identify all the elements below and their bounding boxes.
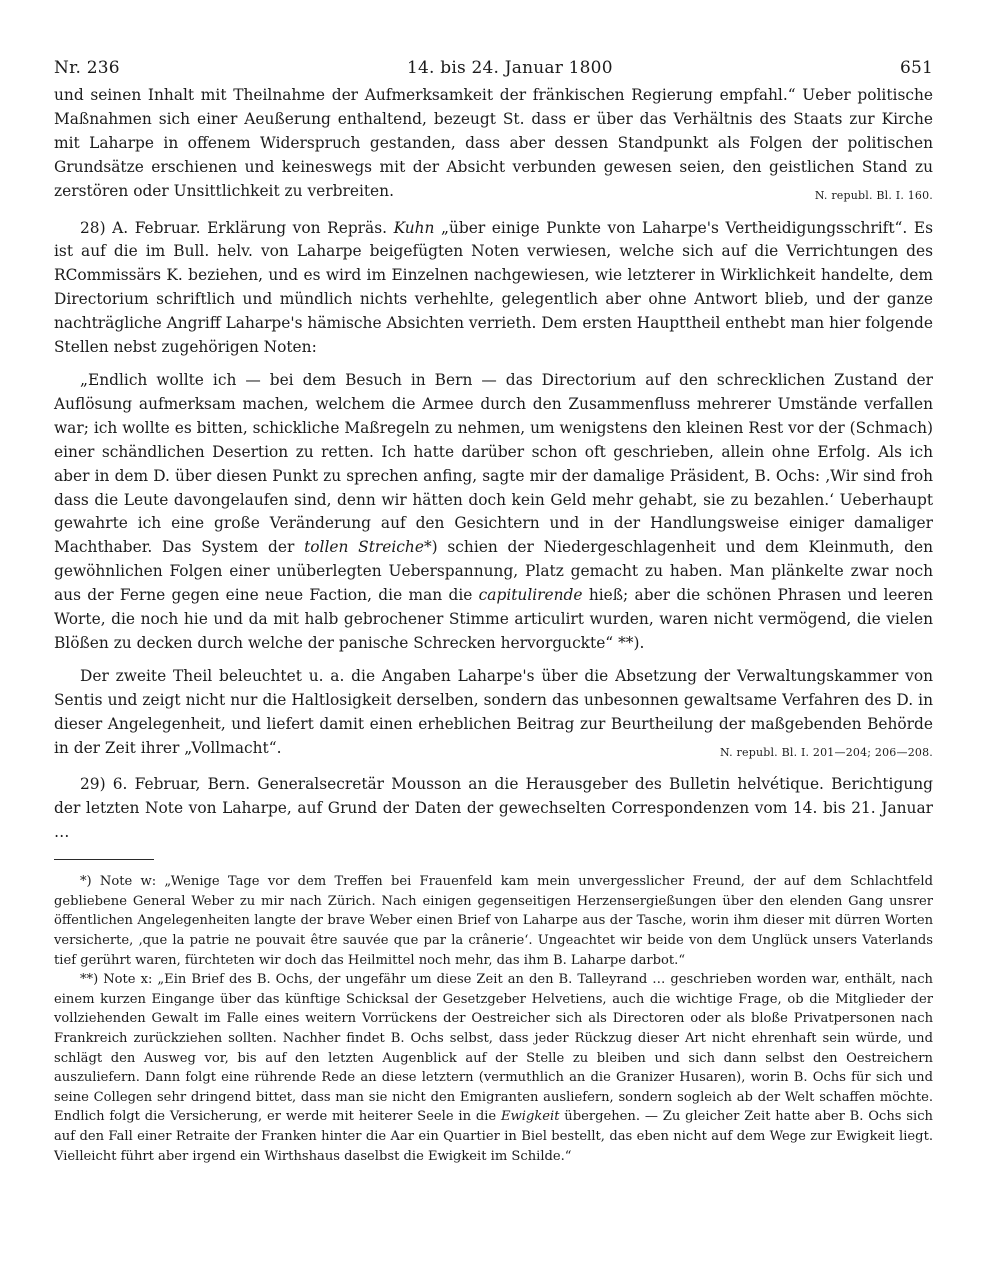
quotation bbox=[54, 369, 933, 656]
author-name: Kuhn bbox=[393, 218, 435, 237]
quote-italic-term-2: capitulirende bbox=[478, 586, 583, 605]
source-reference: N. republ. Bl. I. 201—204; 206—208. bbox=[720, 745, 933, 759]
page-header bbox=[54, 58, 933, 78]
footnote-text-cont: übergehen. — Zu gleicher Zeit hatte aber B. Ochs sich auf den Fall einer Retraite der Franken hinter die Aar ein Quartier in Biel bestellt, das eben nicht auf dem Wege zur Ewigkeit liegt. Vielleicht führt aber irgend ein Wirthshaus daselbst die Ewigkeit im Schilde.“ bbox=[54, 1109, 933, 1164]
paragraph-text: Der zweite Theil beleuchtet u. a. die Angaben Laharpe's über die Absetzung der Verwaltungskammer von Sentis und zeigt nicht nur die Haltlosigkeit derselben, sondern das unbesonnen gewaltsame Verfahren des D. in dieser Angelegenheit, und liefert damit einen erheblichen Beitrag zur Beurtheilung der maßgebenden Behörde in der Zeit ihrer „Vollmacht“. bbox=[54, 666, 933, 757]
running-date-title: 14. bis 24. Januar 1800 bbox=[407, 58, 613, 78]
entry-28 bbox=[54, 217, 933, 360]
quote-italic-term: tollen Streiche bbox=[304, 538, 424, 557]
entry-text-cont: „über einige Punkte von Laharpe's Vertheidigungsschrift“. Es ist auf die im Bull. helv. von Laharpe beigefügten Noten verwiesen, welche sich auf die Verrichtungen des RCommissärs K. beziehen, und es wird im Einzelnen nachgewiesen, wie letzterer in Wirklichkeit handelte, dem Directorium schriftlich und mündlich nichts verhehlte, gelegentlich aber ohne Antwort blieb, und der ganze nachträgliche Angriff Laharpe's hämische Absichten verrieth. Dem ersten Haupttheil enthebt man hier folgende Stellen nebst zugehörigen Noten: bbox=[54, 218, 934, 357]
quote-text-cont: *) schien der Niedergeschlagenheit und dem Kleinmuth, den gewöhnlichen Folgen einer unüberlegten Ueberspannung, Platz gemacht zu haben. Man plänkelte zwar noch aus der Ferne gegen eine neue Faction, die man die bbox=[54, 538, 933, 605]
entry-number: Nr. 236 bbox=[54, 58, 120, 78]
footnote-divider bbox=[54, 859, 154, 860]
footnote-italic-term: Ewigkeit bbox=[500, 1109, 560, 1125]
entry-29: 29) 6. Februar, Bern. Generalsecretär Mousson an die Herausgeber des Bulletin helvétique. Berichtigung der letzten Note von Laharpe, auf Grund der Daten der gewechselten Correspondenzen vom 14. bis 21. Januar … bbox=[54, 775, 933, 842]
paragraph-continuation bbox=[54, 84, 933, 204]
page-number: 651 bbox=[899, 58, 933, 78]
paragraph-text: und seinen Inhalt mit Theilnahme der Aufmerksamkeit der fränkischen Regierung empfahl.“ Ueber politische Maßnahmen sich einer Aeußerung enthaltend, bezeugt St. dass er über das Verhältnis des Staats zur Kirche mit Laharpe in offenem Widerspruch gestanden, dass aber dessen Standpunkt als Folgen der politischen Grundsätze erschienen und keineswegs mit der Absicht verbunden gewesen seien, den geistlichen Stand zu zerstören oder Unsittlichkeit zu verbreiten. bbox=[54, 86, 933, 200]
footnote-2 bbox=[54, 970, 933, 1166]
quote-text: „Endlich wollte ich — bei dem Besuch in Bern — das Directorium auf den schrecklichen Zustand der Auflösung aufmerksam machen, welchem die Armee durch den Zusammenfluss mehrerer Umstände verfallen war; ich wollte es bitten, schickliche Maßregeln zu nehmen, um wenigstens den kleinen Rest vor der (Schmach) einer schändlichen Desertion zu retten. Ich hatte darüber schon oft geschrieben, allein ohne Erfolg. Als ich aber in dem D. über diesen Punkt zu sprechen anfing, sagte mir der damalige Präsident, B. Ochs: ‚Wir sind froh dass die Leute davongelaufen sind, denn wir hätten doch kein Geld mehr gehabt, sie zu bezahlen.‘ Ueberhaupt gewahrte ich eine große Veränderung auf den Gesichtern und in der Handlungsweise einiger damaliger Machthaber. Das System der bbox=[54, 370, 933, 557]
main-text bbox=[54, 84, 933, 845]
quote-text-end: hieß; aber die schönen Phrasen und leeren Worte, die noch hie und da mit halb gebrochener Stimme articulirt wurden, waren nicht vermögend, die vielen Blößen zu decken durch welche der panische Schrecken hervorguckte“ **). bbox=[54, 586, 933, 652]
source-reference: N. republ. Bl. I. 160. bbox=[814, 188, 933, 202]
paragraph-second-part bbox=[54, 665, 933, 761]
footnote-text: **) Note x: „Ein Brief des B. Ochs, der ungefähr um diese Zeit an den B. Talleyrand … geschrieben worden war, enthält, nach einem kurzen Eingange über das künftige Schicksal der Gesetzgeber Helvetiens, auch die wichtige Frage, ob die Mitglieder der vollziehenden Gewalt im Falle eines weitern Vorrückens der Oestreicher sich als Directoren oder als bloße Privatpersonen nach Frankreich zurückziehen sollten. Nachher findet B. Ochs selbst, dass jeder Rückzug dieser Art nicht ehrenhaft sein würde, und schlägt den Ausweg vor, bis auf den letzten Augenblick auf der Stelle zu bleiben und sich dann selbst den Oestreichern auszuliefern. Dann folgt eine rührende Rede an diese letztern (vermuthlich an die Granizer Husaren), worin B. Ochs für sich und seine Collegen sehr dringend bittet, dass man sie nicht den Emigranten ausliefern, sondern sogleich ab der Welt schaffen möchte. Endlich folgt die Versicherung, er werde mit heiterer Seele in die bbox=[54, 972, 933, 1125]
footnotes bbox=[54, 872, 933, 1166]
entry-text: 28) A. Februar. Erklärung von Repräs. bbox=[80, 218, 394, 237]
footnote-1: *) Note w: „Wenige Tage vor dem Treffen bei Frauenfeld kam mein unvergesslicher Freund, der auf dem Schlachtfeld gebliebene General Weber zu mir nach Zürich. Nach einigen gegenseitigen Herzensergießungen über den elenden Gang unsrer öffentlichen Angelegenheiten langte der brave Weber einen Brief von Laharpe aus der Tasche, worin ihm dieser mit dürren Worten versicherte, ‚que la patrie ne pouvait être sauvée que par la crânerie‘. Ungeachtet wir beide von dem Unglück unsers Vaterlands tief gerührt waren, fürchteten wir doch das Heilmittel noch mehr, das ihm B. Laharpe darbot.“ bbox=[54, 874, 933, 968]
